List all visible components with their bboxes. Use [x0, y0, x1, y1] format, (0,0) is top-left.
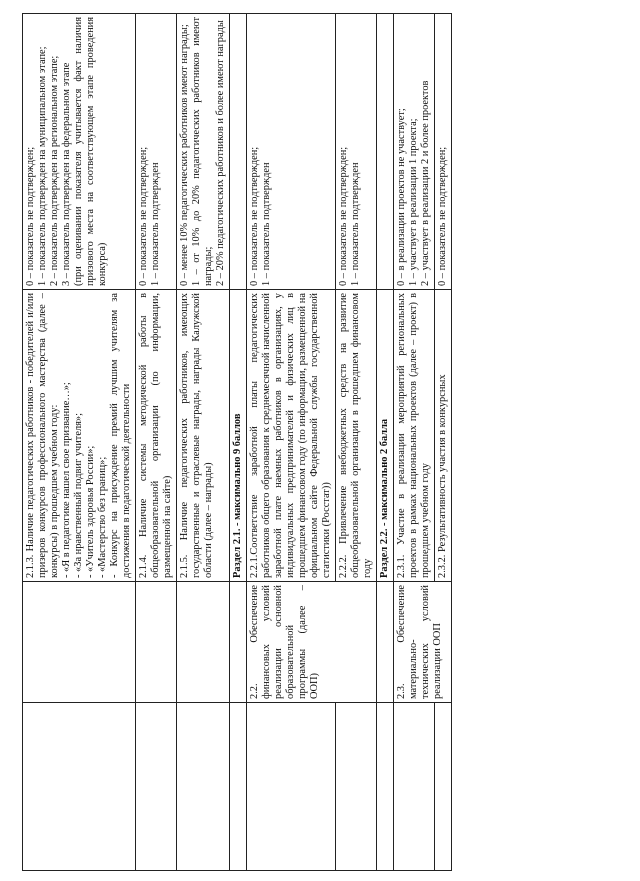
score-line: 1 – участвует в реализации 1 проекта;: [408, 118, 419, 286]
score-cell: [394, 14, 435, 290]
empty-cell: [230, 703, 247, 871]
table-row: [377, 14, 394, 871]
criterion-text: 2.1.3. Наличие педагогических работников - победителей и/или призеров конкурсов профессионального мастерства (далее – конкурсы) в прошедшем учебном году:: [25, 293, 60, 578]
score-line: 0 – показатель не подтвержден;: [25, 146, 36, 286]
indicator-cell: [177, 582, 230, 703]
criterion-cell: 2.3.1. Участие в реализации мероприятий региональных проектов в рамках национальных проектов (далее – проект) в прошедшем учебном году: [394, 290, 435, 582]
table-row: [177, 14, 230, 871]
score-cell: [336, 14, 377, 290]
contest-item: - Конкурс на присуждение премий лучшим учителям за достижения в педагогической деятельности: [109, 293, 132, 578]
empty-cell: [377, 14, 394, 290]
section-total: Раздел 2.2. - максимально 2 балла: [377, 290, 394, 582]
indicator-cell: 2.3. Обеспечение материально-технических условий реализации ООП: [394, 582, 452, 703]
score-cell: [247, 14, 336, 290]
score-line: 0 – менее 10% педагогических работников имеют награды;: [179, 24, 190, 286]
table-row: [136, 14, 177, 871]
indicator-cell: 2.2. Обеспечение финансовых условий реализации основной образовательной программы (далее – ООП): [247, 582, 377, 703]
score-line: 0 – показатель не подтвержден;: [437, 146, 448, 286]
score-line: 3 – показатель подтвержден на федеральном этапе: [61, 62, 72, 286]
empty-cell: [230, 14, 247, 290]
score-line: 2 – участвует в реализации 2 и более проектов: [420, 80, 431, 286]
empty-cell: [435, 703, 452, 871]
criterion-cell: 2.2.1.Соответствие заработной платы педагогических работников общего образования к среднемесячной начисленной заработной плате наемных работников в организациях, у индивидуальных предпринимателей и физических лиц в прошедшем финансовом году (по информации, размещенной на официальном сайте Федеральной службы государственной статистики (Росстат)): [247, 290, 336, 582]
score-cell: [435, 14, 452, 290]
table-row: [435, 14, 452, 871]
empty-cell: [136, 703, 177, 871]
contest-item: - «Я в педагогике нашел свое призвание…»;: [61, 382, 72, 578]
score-line: 0 – показатель не подтвержден;: [338, 146, 349, 286]
table-row: [394, 14, 435, 871]
empty-cell: [247, 703, 336, 871]
score-line: (при оценивании показателя учитывается факт наличия призового места на соответствующем этапе проведения конкурса): [73, 17, 108, 286]
criterion-cell: 2.2.2. Привлечение внебюджетных средств на развитие общеобразовательной организации в прошедшем финансовом году: [336, 290, 377, 582]
empty-cell: [394, 703, 435, 871]
score-line: 2 – показатель подтвержден на региональном этапе;: [49, 55, 60, 286]
score-line: 1 – от 10% до 20% педагогических работников имеют награды;: [191, 17, 214, 286]
criterion-cell: 2.3.2. Результативность участия в конкурсных: [435, 290, 452, 582]
indicator-cell: [230, 582, 247, 703]
score-line: 2 – 20% педагогических работников и более имеют награды: [215, 20, 226, 286]
indicator-cell: [23, 582, 136, 703]
contest-item: - «За нравственный подвиг учителя»;: [73, 412, 84, 578]
contest-item: - «Мастерство без границ»;: [97, 456, 108, 578]
score-line: 0 – показатель не подтвержден;: [138, 146, 149, 286]
empty-cell: [23, 703, 136, 871]
score-line: 1 – показатель подтвержден: [261, 162, 272, 286]
table-row: [247, 14, 336, 871]
empty-cell: [177, 703, 230, 871]
score-line: 0 – показатель не подтвержден;: [249, 146, 260, 286]
table-row: [336, 14, 377, 871]
table-row: [23, 14, 136, 871]
score-line: 0 – в реализации проектов не участвует;: [396, 108, 407, 286]
criteria-table: [22, 13, 452, 871]
empty-cell: [377, 703, 394, 871]
section-total: Раздел 2.1. - максимально 9 баллов: [230, 290, 247, 582]
empty-cell: [336, 703, 377, 871]
score-cell: [177, 14, 230, 290]
indicator-cell: [377, 582, 394, 703]
table-row: [230, 14, 247, 871]
contest-item: - «Учитель здоровья России»;: [85, 445, 96, 578]
criterion-cell: 2.1.4. Наличие системы методической работы в общеобразовательной организации (по информации, размещенной на сайте): [136, 290, 177, 582]
score-line: 1 – показатель подтвержден: [150, 162, 161, 286]
criterion-cell: 2.1.5. Наличие педагогических работников, имеющих государственные и отраслевые награды, награды Калужской области (далее – награды): [177, 290, 230, 582]
score-line: 1 – показатель подтвержден на муниципальном этапе;: [37, 46, 48, 286]
score-cell: [23, 14, 136, 290]
criterion-cell: [23, 290, 136, 582]
score-line: 1 – показатель подтвержден: [350, 162, 361, 286]
score-cell: [136, 14, 177, 290]
indicator-cell: [136, 582, 177, 703]
